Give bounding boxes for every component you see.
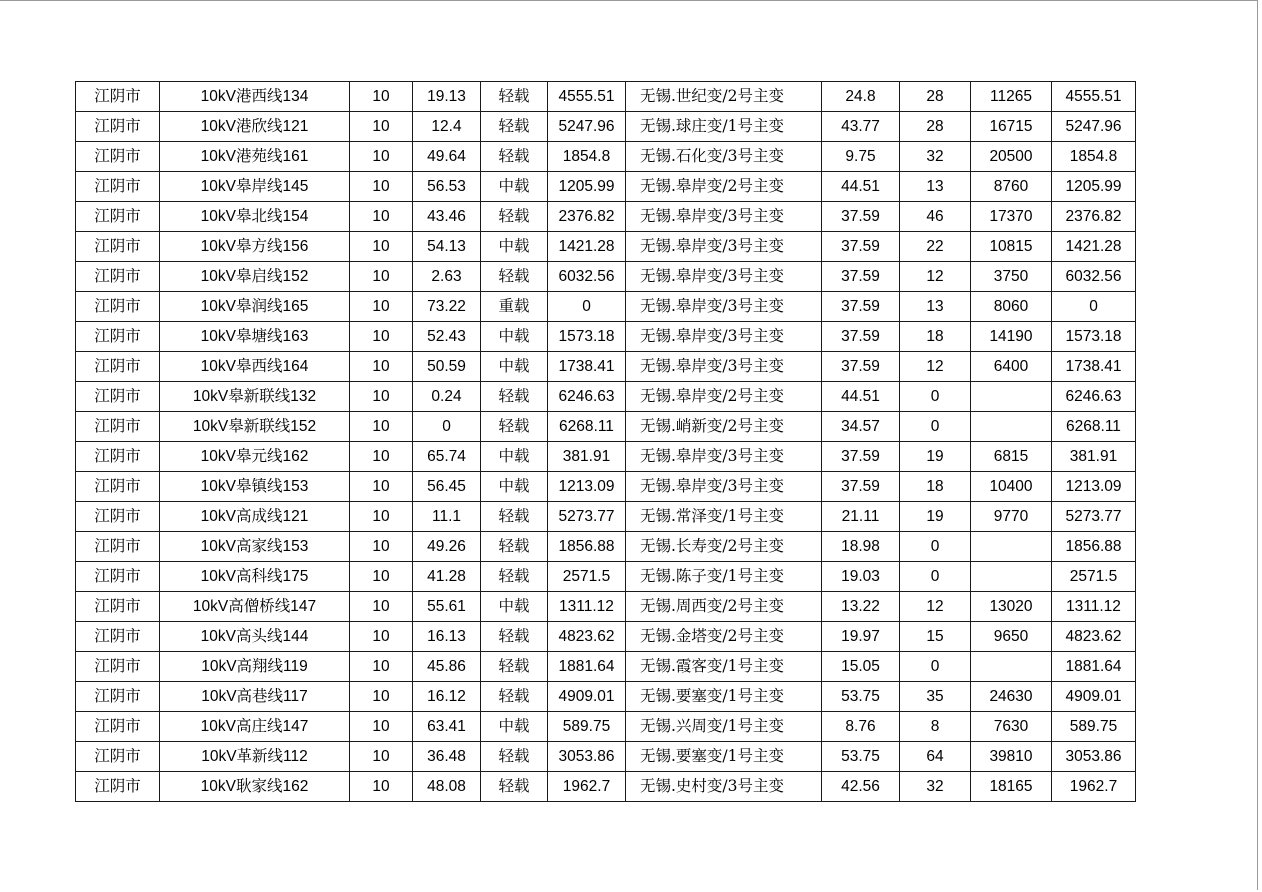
substation-transformer-cell: 无锡.球庄变/1号主变 bbox=[626, 112, 822, 142]
count-cell: 22 bbox=[900, 232, 971, 262]
city-cell: 江阴市 bbox=[76, 622, 160, 652]
substation-transformer-cell: 无锡.要塞变/1号主变 bbox=[626, 682, 822, 712]
load-rate-cell: 54.13 bbox=[413, 232, 481, 262]
feeder-name-cell: 10kV高庄线147 bbox=[160, 712, 350, 742]
substation-transformer-cell: 无锡.陈子变/1号主变 bbox=[626, 562, 822, 592]
city-cell: 江阴市 bbox=[76, 112, 160, 142]
capacity-cell: 1213.09 bbox=[548, 472, 626, 502]
load-level-cell: 中载 bbox=[481, 592, 548, 622]
count-cell: 19 bbox=[900, 502, 971, 532]
city-cell: 江阴市 bbox=[76, 652, 160, 682]
load-rate-cell: 0 bbox=[413, 412, 481, 442]
count-cell: 12 bbox=[900, 592, 971, 622]
available-capacity-cell: 1856.88 bbox=[1052, 532, 1136, 562]
load-rate-cell: 65.74 bbox=[413, 442, 481, 472]
count-cell: 28 bbox=[900, 112, 971, 142]
transformer-rate-cell: 37.59 bbox=[822, 322, 900, 352]
capacity-cell: 1573.18 bbox=[548, 322, 626, 352]
city-cell: 江阴市 bbox=[76, 742, 160, 772]
voltage-cell: 10 bbox=[350, 502, 413, 532]
load-level-cell: 中载 bbox=[481, 472, 548, 502]
capacity-cell: 3053.86 bbox=[548, 742, 626, 772]
substation-transformer-cell: 无锡.霞客变/1号主变 bbox=[626, 652, 822, 682]
count-cell: 0 bbox=[900, 382, 971, 412]
count-cell: 32 bbox=[900, 142, 971, 172]
table-row bbox=[76, 592, 1136, 622]
available-capacity-cell: 4823.62 bbox=[1052, 622, 1136, 652]
available-capacity-cell: 5247.96 bbox=[1052, 112, 1136, 142]
load-rate-cell: 43.46 bbox=[413, 202, 481, 232]
voltage-cell: 10 bbox=[350, 352, 413, 382]
installed-capacity-cell: 8060 bbox=[971, 292, 1052, 322]
voltage-cell: 10 bbox=[350, 562, 413, 592]
available-capacity-cell: 6032.56 bbox=[1052, 262, 1136, 292]
substation-transformer-cell: 无锡.要塞变/1号主变 bbox=[626, 742, 822, 772]
load-rate-cell: 16.12 bbox=[413, 682, 481, 712]
feeder-name-cell: 10kV皋新联线132 bbox=[160, 382, 350, 412]
load-level-cell: 中载 bbox=[481, 442, 548, 472]
installed-capacity-cell: 14190 bbox=[971, 322, 1052, 352]
installed-capacity-cell: 13020 bbox=[971, 592, 1052, 622]
load-rate-cell: 41.28 bbox=[413, 562, 481, 592]
substation-transformer-cell: 无锡.皋岸变/3号主变 bbox=[626, 322, 822, 352]
city-cell: 江阴市 bbox=[76, 82, 160, 112]
substation-transformer-cell: 无锡.史村变/3号主变 bbox=[626, 772, 822, 802]
capacity-cell: 4555.51 bbox=[548, 82, 626, 112]
feeder-name-cell: 10kV皋元线162 bbox=[160, 442, 350, 472]
count-cell: 12 bbox=[900, 352, 971, 382]
transformer-rate-cell: 37.59 bbox=[822, 442, 900, 472]
available-capacity-cell: 4555.51 bbox=[1052, 82, 1136, 112]
feeder-name-cell: 10kV港苑线161 bbox=[160, 142, 350, 172]
feeder-name-cell: 10kV港西线134 bbox=[160, 82, 350, 112]
transformer-rate-cell: 13.22 bbox=[822, 592, 900, 622]
transformer-rate-cell: 37.59 bbox=[822, 292, 900, 322]
city-cell: 江阴市 bbox=[76, 322, 160, 352]
feeder-name-cell: 10kV皋方线156 bbox=[160, 232, 350, 262]
load-rate-cell: 63.41 bbox=[413, 712, 481, 742]
installed-capacity-cell bbox=[971, 652, 1052, 682]
capacity-cell: 0 bbox=[548, 292, 626, 322]
table-row bbox=[76, 232, 1136, 262]
substation-transformer-cell: 无锡.皋岸变/3号主变 bbox=[626, 232, 822, 262]
load-level-cell: 轻载 bbox=[481, 382, 548, 412]
substation-transformer-cell: 无锡.兴周变/1号主变 bbox=[626, 712, 822, 742]
count-cell: 12 bbox=[900, 262, 971, 292]
feeder-name-cell: 10kV高头线144 bbox=[160, 622, 350, 652]
available-capacity-cell: 1881.64 bbox=[1052, 652, 1136, 682]
transformer-rate-cell: 43.77 bbox=[822, 112, 900, 142]
available-capacity-cell: 1962.7 bbox=[1052, 772, 1136, 802]
voltage-cell: 10 bbox=[350, 382, 413, 412]
city-cell: 江阴市 bbox=[76, 172, 160, 202]
load-level-cell: 中载 bbox=[481, 322, 548, 352]
load-rate-cell: 12.4 bbox=[413, 112, 481, 142]
transformer-rate-cell: 53.75 bbox=[822, 742, 900, 772]
table-row bbox=[76, 202, 1136, 232]
feeder-name-cell: 10kV高成线121 bbox=[160, 502, 350, 532]
load-rate-cell: 45.86 bbox=[413, 652, 481, 682]
installed-capacity-cell: 11265 bbox=[971, 82, 1052, 112]
installed-capacity-cell: 10400 bbox=[971, 472, 1052, 502]
installed-capacity-cell: 17370 bbox=[971, 202, 1052, 232]
table-row bbox=[76, 742, 1136, 772]
capacity-cell: 1311.12 bbox=[548, 592, 626, 622]
voltage-cell: 10 bbox=[350, 412, 413, 442]
transformer-rate-cell: 53.75 bbox=[822, 682, 900, 712]
available-capacity-cell: 1311.12 bbox=[1052, 592, 1136, 622]
capacity-cell: 4909.01 bbox=[548, 682, 626, 712]
city-cell: 江阴市 bbox=[76, 772, 160, 802]
table-row bbox=[76, 772, 1136, 802]
city-cell: 江阴市 bbox=[76, 532, 160, 562]
capacity-cell: 6268.11 bbox=[548, 412, 626, 442]
substation-transformer-cell: 无锡.皋岸变/3号主变 bbox=[626, 262, 822, 292]
transformer-rate-cell: 42.56 bbox=[822, 772, 900, 802]
table-row bbox=[76, 622, 1136, 652]
substation-transformer-cell: 无锡.世纪变/2号主变 bbox=[626, 82, 822, 112]
feeder-name-cell: 10kV高巷线117 bbox=[160, 682, 350, 712]
load-level-cell: 轻载 bbox=[481, 532, 548, 562]
transformer-rate-cell: 18.98 bbox=[822, 532, 900, 562]
voltage-cell: 10 bbox=[350, 202, 413, 232]
city-cell: 江阴市 bbox=[76, 712, 160, 742]
load-rate-cell: 52.43 bbox=[413, 322, 481, 352]
count-cell: 46 bbox=[900, 202, 971, 232]
substation-transformer-cell: 无锡.皋岸变/3号主变 bbox=[626, 472, 822, 502]
feeder-name-cell: 10kV皋岸线145 bbox=[160, 172, 350, 202]
count-cell: 0 bbox=[900, 412, 971, 442]
installed-capacity-cell: 6400 bbox=[971, 352, 1052, 382]
load-level-cell: 轻载 bbox=[481, 82, 548, 112]
feeder-name-cell: 10kV港欣线121 bbox=[160, 112, 350, 142]
table-row bbox=[76, 442, 1136, 472]
substation-transformer-cell: 无锡.石化变/3号主变 bbox=[626, 142, 822, 172]
available-capacity-cell: 0 bbox=[1052, 292, 1136, 322]
count-cell: 13 bbox=[900, 292, 971, 322]
load-level-cell: 中载 bbox=[481, 352, 548, 382]
count-cell: 8 bbox=[900, 712, 971, 742]
table-row bbox=[76, 262, 1136, 292]
substation-transformer-cell: 无锡.峭新变/2号主变 bbox=[626, 412, 822, 442]
voltage-cell: 10 bbox=[350, 112, 413, 142]
table-row bbox=[76, 562, 1136, 592]
table-row bbox=[76, 112, 1136, 142]
load-rate-cell: 49.26 bbox=[413, 532, 481, 562]
substation-transformer-cell: 无锡.金塔变/2号主变 bbox=[626, 622, 822, 652]
installed-capacity-cell bbox=[971, 532, 1052, 562]
substation-transformer-cell: 无锡.皋岸变/3号主变 bbox=[626, 442, 822, 472]
count-cell: 0 bbox=[900, 532, 971, 562]
city-cell: 江阴市 bbox=[76, 502, 160, 532]
table-row bbox=[76, 532, 1136, 562]
load-rate-cell: 0.24 bbox=[413, 382, 481, 412]
available-capacity-cell: 1738.41 bbox=[1052, 352, 1136, 382]
installed-capacity-cell: 3750 bbox=[971, 262, 1052, 292]
load-level-cell: 中载 bbox=[481, 712, 548, 742]
installed-capacity-cell: 20500 bbox=[971, 142, 1052, 172]
feeder-name-cell: 10kV皋启线152 bbox=[160, 262, 350, 292]
load-level-cell: 轻载 bbox=[481, 742, 548, 772]
capacity-cell: 5247.96 bbox=[548, 112, 626, 142]
transformer-rate-cell: 44.51 bbox=[822, 172, 900, 202]
count-cell: 18 bbox=[900, 322, 971, 352]
load-rate-cell: 48.08 bbox=[413, 772, 481, 802]
available-capacity-cell: 6246.63 bbox=[1052, 382, 1136, 412]
transformer-rate-cell: 37.59 bbox=[822, 262, 900, 292]
table-row bbox=[76, 682, 1136, 712]
feeder-name-cell: 10kV皋新联线152 bbox=[160, 412, 350, 442]
transformer-rate-cell: 24.8 bbox=[822, 82, 900, 112]
voltage-cell: 10 bbox=[350, 712, 413, 742]
voltage-cell: 10 bbox=[350, 682, 413, 712]
load-rate-cell: 56.53 bbox=[413, 172, 481, 202]
installed-capacity-cell: 9770 bbox=[971, 502, 1052, 532]
load-level-cell: 轻载 bbox=[481, 622, 548, 652]
voltage-cell: 10 bbox=[350, 532, 413, 562]
transformer-rate-cell: 8.76 bbox=[822, 712, 900, 742]
substation-transformer-cell: 无锡.皋岸变/3号主变 bbox=[626, 352, 822, 382]
count-cell: 35 bbox=[900, 682, 971, 712]
voltage-cell: 10 bbox=[350, 292, 413, 322]
installed-capacity-cell: 24630 bbox=[971, 682, 1052, 712]
count-cell: 18 bbox=[900, 472, 971, 502]
transformer-rate-cell: 37.59 bbox=[822, 352, 900, 382]
substation-transformer-cell: 无锡.皋岸变/3号主变 bbox=[626, 202, 822, 232]
transformer-rate-cell: 15.05 bbox=[822, 652, 900, 682]
city-cell: 江阴市 bbox=[76, 442, 160, 472]
load-level-cell: 轻载 bbox=[481, 502, 548, 532]
installed-capacity-cell bbox=[971, 562, 1052, 592]
installed-capacity-cell: 7630 bbox=[971, 712, 1052, 742]
city-cell: 江阴市 bbox=[76, 682, 160, 712]
installed-capacity-cell: 8760 bbox=[971, 172, 1052, 202]
capacity-cell: 1856.88 bbox=[548, 532, 626, 562]
table-row bbox=[76, 712, 1136, 742]
load-level-cell: 重载 bbox=[481, 292, 548, 322]
installed-capacity-cell: 10815 bbox=[971, 232, 1052, 262]
installed-capacity-cell: 18165 bbox=[971, 772, 1052, 802]
table-row bbox=[76, 82, 1136, 112]
voltage-cell: 10 bbox=[350, 772, 413, 802]
table-row bbox=[76, 352, 1136, 382]
installed-capacity-cell: 39810 bbox=[971, 742, 1052, 772]
load-rate-cell: 50.59 bbox=[413, 352, 481, 382]
load-rate-cell: 19.13 bbox=[413, 82, 481, 112]
count-cell: 0 bbox=[900, 652, 971, 682]
available-capacity-cell: 1213.09 bbox=[1052, 472, 1136, 502]
city-cell: 江阴市 bbox=[76, 202, 160, 232]
feeder-name-cell: 10kV皋北线154 bbox=[160, 202, 350, 232]
city-cell: 江阴市 bbox=[76, 592, 160, 622]
substation-transformer-cell: 无锡.皋岸变/3号主变 bbox=[626, 292, 822, 322]
transformer-rate-cell: 37.59 bbox=[822, 202, 900, 232]
voltage-cell: 10 bbox=[350, 442, 413, 472]
available-capacity-cell: 6268.11 bbox=[1052, 412, 1136, 442]
voltage-cell: 10 bbox=[350, 472, 413, 502]
table-body bbox=[76, 82, 1136, 802]
table-row bbox=[76, 142, 1136, 172]
feeder-name-cell: 10kV革新线112 bbox=[160, 742, 350, 772]
capacity-cell: 1962.7 bbox=[548, 772, 626, 802]
capacity-cell: 1881.64 bbox=[548, 652, 626, 682]
table-row bbox=[76, 472, 1136, 502]
transformer-rate-cell: 44.51 bbox=[822, 382, 900, 412]
table-row bbox=[76, 502, 1136, 532]
available-capacity-cell: 5273.77 bbox=[1052, 502, 1136, 532]
transformer-rate-cell: 9.75 bbox=[822, 142, 900, 172]
transformer-rate-cell: 34.57 bbox=[822, 412, 900, 442]
capacity-cell: 1854.8 bbox=[548, 142, 626, 172]
voltage-cell: 10 bbox=[350, 322, 413, 352]
installed-capacity-cell bbox=[971, 382, 1052, 412]
feeder-name-cell: 10kV皋润线165 bbox=[160, 292, 350, 322]
voltage-cell: 10 bbox=[350, 592, 413, 622]
feeder-name-cell: 10kV皋镇线153 bbox=[160, 472, 350, 502]
city-cell: 江阴市 bbox=[76, 412, 160, 442]
count-cell: 32 bbox=[900, 772, 971, 802]
load-level-cell: 轻载 bbox=[481, 202, 548, 232]
feeder-name-cell: 10kV高翔线119 bbox=[160, 652, 350, 682]
capacity-cell: 4823.62 bbox=[548, 622, 626, 652]
available-capacity-cell: 381.91 bbox=[1052, 442, 1136, 472]
feeder-name-cell: 10kV皋塘线163 bbox=[160, 322, 350, 352]
city-cell: 江阴市 bbox=[76, 472, 160, 502]
load-rate-cell: 49.64 bbox=[413, 142, 481, 172]
capacity-cell: 1421.28 bbox=[548, 232, 626, 262]
transformer-rate-cell: 19.03 bbox=[822, 562, 900, 592]
load-rate-cell: 36.48 bbox=[413, 742, 481, 772]
available-capacity-cell: 1573.18 bbox=[1052, 322, 1136, 352]
load-level-cell: 轻载 bbox=[481, 262, 548, 292]
capacity-cell: 1205.99 bbox=[548, 172, 626, 202]
available-capacity-cell: 2571.5 bbox=[1052, 562, 1136, 592]
transformer-rate-cell: 19.97 bbox=[822, 622, 900, 652]
count-cell: 19 bbox=[900, 442, 971, 472]
city-cell: 江阴市 bbox=[76, 142, 160, 172]
feeder-capacity-table bbox=[75, 81, 1136, 802]
substation-transformer-cell: 无锡.常泽变/1号主变 bbox=[626, 502, 822, 532]
voltage-cell: 10 bbox=[350, 622, 413, 652]
city-cell: 江阴市 bbox=[76, 232, 160, 262]
substation-transformer-cell: 无锡.长寿变/2号主变 bbox=[626, 532, 822, 562]
capacity-cell: 2571.5 bbox=[548, 562, 626, 592]
available-capacity-cell: 1854.8 bbox=[1052, 142, 1136, 172]
load-level-cell: 轻载 bbox=[481, 682, 548, 712]
city-cell: 江阴市 bbox=[76, 382, 160, 412]
voltage-cell: 10 bbox=[350, 232, 413, 262]
capacity-cell: 6246.63 bbox=[548, 382, 626, 412]
feeder-name-cell: 10kV耿家线162 bbox=[160, 772, 350, 802]
count-cell: 64 bbox=[900, 742, 971, 772]
voltage-cell: 10 bbox=[350, 82, 413, 112]
capacity-cell: 381.91 bbox=[548, 442, 626, 472]
table-row bbox=[76, 652, 1136, 682]
available-capacity-cell: 3053.86 bbox=[1052, 742, 1136, 772]
load-rate-cell: 56.45 bbox=[413, 472, 481, 502]
city-cell: 江阴市 bbox=[76, 292, 160, 322]
installed-capacity-cell bbox=[971, 412, 1052, 442]
transformer-rate-cell: 37.59 bbox=[822, 232, 900, 262]
available-capacity-cell: 2376.82 bbox=[1052, 202, 1136, 232]
load-rate-cell: 55.61 bbox=[413, 592, 481, 622]
load-level-cell: 轻载 bbox=[481, 412, 548, 442]
load-rate-cell: 2.63 bbox=[413, 262, 481, 292]
installed-capacity-cell: 16715 bbox=[971, 112, 1052, 142]
voltage-cell: 10 bbox=[350, 262, 413, 292]
table-row bbox=[76, 172, 1136, 202]
voltage-cell: 10 bbox=[350, 742, 413, 772]
available-capacity-cell: 1421.28 bbox=[1052, 232, 1136, 262]
count-cell: 13 bbox=[900, 172, 971, 202]
load-level-cell: 轻载 bbox=[481, 142, 548, 172]
city-cell: 江阴市 bbox=[76, 352, 160, 382]
feeder-name-cell: 10kV高家线153 bbox=[160, 532, 350, 562]
feeder-name-cell: 10kV皋西线164 bbox=[160, 352, 350, 382]
substation-transformer-cell: 无锡.皋岸变/2号主变 bbox=[626, 382, 822, 412]
city-cell: 江阴市 bbox=[76, 562, 160, 592]
count-cell: 15 bbox=[900, 622, 971, 652]
load-level-cell: 中载 bbox=[481, 232, 548, 262]
feeder-name-cell: 10kV高僧桥线147 bbox=[160, 592, 350, 622]
load-rate-cell: 16.13 bbox=[413, 622, 481, 652]
substation-transformer-cell: 无锡.周西变/2号主变 bbox=[626, 592, 822, 622]
load-level-cell: 轻载 bbox=[481, 112, 548, 142]
capacity-cell: 1738.41 bbox=[548, 352, 626, 382]
table-row bbox=[76, 322, 1136, 352]
capacity-cell: 5273.77 bbox=[548, 502, 626, 532]
voltage-cell: 10 bbox=[350, 172, 413, 202]
transformer-rate-cell: 37.59 bbox=[822, 472, 900, 502]
load-level-cell: 轻载 bbox=[481, 652, 548, 682]
capacity-cell: 6032.56 bbox=[548, 262, 626, 292]
transformer-rate-cell: 21.11 bbox=[822, 502, 900, 532]
available-capacity-cell: 589.75 bbox=[1052, 712, 1136, 742]
feeder-name-cell: 10kV高科线175 bbox=[160, 562, 350, 592]
load-level-cell: 轻载 bbox=[481, 562, 548, 592]
load-rate-cell: 73.22 bbox=[413, 292, 481, 322]
substation-transformer-cell: 无锡.皋岸变/2号主变 bbox=[626, 172, 822, 202]
available-capacity-cell: 4909.01 bbox=[1052, 682, 1136, 712]
installed-capacity-cell: 9650 bbox=[971, 622, 1052, 652]
table-row bbox=[76, 292, 1136, 322]
load-level-cell: 轻载 bbox=[481, 772, 548, 802]
table-row bbox=[76, 412, 1136, 442]
installed-capacity-cell: 6815 bbox=[971, 442, 1052, 472]
count-cell: 28 bbox=[900, 82, 971, 112]
load-level-cell: 中载 bbox=[481, 172, 548, 202]
capacity-cell: 2376.82 bbox=[548, 202, 626, 232]
voltage-cell: 10 bbox=[350, 652, 413, 682]
table-row bbox=[76, 382, 1136, 412]
city-cell: 江阴市 bbox=[76, 262, 160, 292]
capacity-cell: 589.75 bbox=[548, 712, 626, 742]
voltage-cell: 10 bbox=[350, 142, 413, 172]
load-rate-cell: 11.1 bbox=[413, 502, 481, 532]
available-capacity-cell: 1205.99 bbox=[1052, 172, 1136, 202]
count-cell: 0 bbox=[900, 562, 971, 592]
